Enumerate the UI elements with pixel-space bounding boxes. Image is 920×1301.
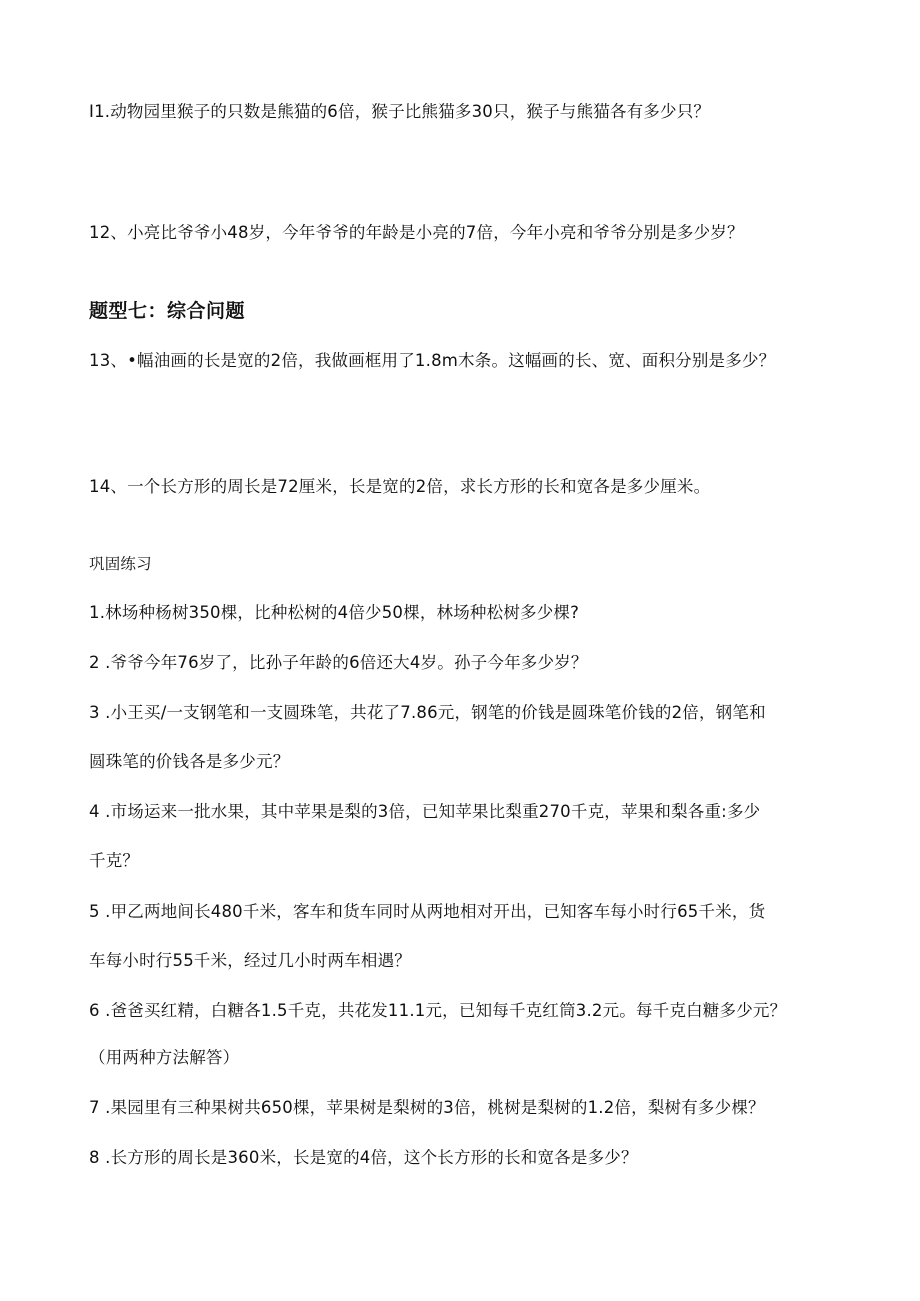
practice-line-8: 8 .长方形的周长是360米，长是宽的4倍，这个长方形的长和宽各是多少？ xyxy=(89,1148,638,1167)
practice-line-6a: 6 .爸爸买红精，白糖各1.5千克，共花发11.1元，已知每千克红筒3.2元。每千克白糖多少元？ xyxy=(89,1001,787,1020)
problem-11: I1.动物园里猴子的只数是熊猫的6倍，猴子比熊猫多30只，猴子与熊猫各有多少只？ xyxy=(89,102,711,121)
practice-line-4a: 4 .市场运来一批水果，其中苹果是梨的3倍，已知苹果比梨重270千克，苹果和梨各重:多少 xyxy=(89,802,761,821)
practice-line-2: 2 .爷爷今年76岁了，比孙子年龄的6倍还大4岁。孙子今年多少岁？ xyxy=(89,653,588,672)
practice-line-7: 7 .果园里有三种果树共650棵，苹果树是梨树的3倍，桃树是梨树的1.2倍，梨树有多少棵？ xyxy=(89,1098,765,1117)
practice-line-1: 1.林场种杨树350棵，比种松树的4倍少50棵，林场种松树多少棵? xyxy=(89,603,580,622)
practice-line-4b: 千克？ xyxy=(89,851,140,870)
practice-line-3a: 3 .小王买/一支钢笔和一支圆珠笔，共花了7.86元，钢笔的价钱是圆珠笔价钱的2倍，钢笔和 xyxy=(89,703,766,722)
section-heading: 题型七：综合问题 xyxy=(89,300,246,322)
practice-line-6b: （用两种方法解答） xyxy=(89,1048,240,1067)
practice-line-3b: 圆珠笔的价钱各是多少元？ xyxy=(89,752,290,771)
problem-13: 13、•幅油画的长是宽的2倍，我做画框用了1.8m木条。这幅画的长、宽、面积分别是多少？ xyxy=(89,351,776,370)
practice-title: 巩固练习 xyxy=(89,555,152,573)
practice-line-5a: 5 .甲乙两地间长480千米，客车和货车同时从两地相对开出，已知客车每小时行65千米，货 xyxy=(89,902,766,921)
problem-12: 12、小亮比爷爷小48岁，今年爷爷的年龄是小亮的7倍，今年小亮和爷爷分别是多少岁？ xyxy=(89,223,744,242)
practice-line-5b: 车每小时行55千米，经过几小时两车相遇？ xyxy=(89,951,411,970)
problem-14: 14、一个长方形的周长是72厘米，长是宽的2倍，求长方形的长和宽各是多少厘米。 xyxy=(89,477,711,496)
